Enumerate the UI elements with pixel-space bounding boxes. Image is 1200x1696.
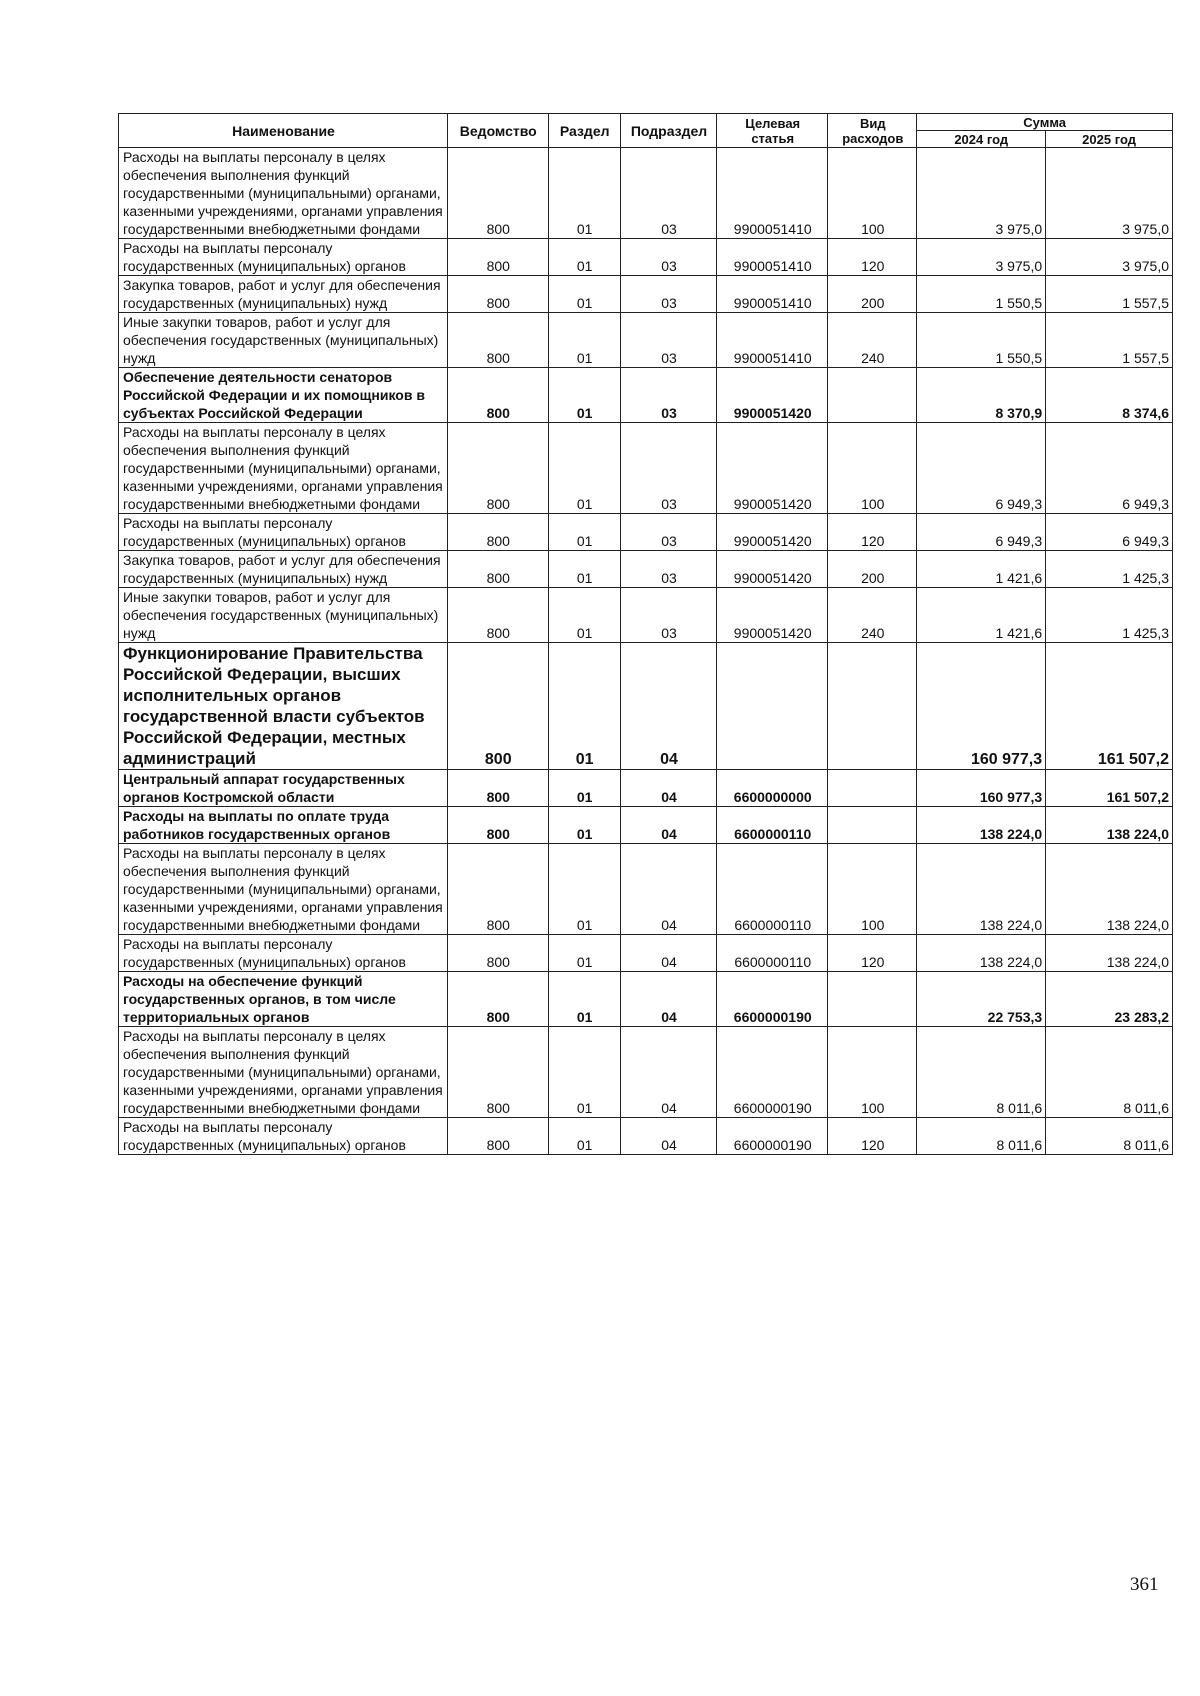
cell-vid bbox=[828, 368, 917, 423]
cell-sum-2025: 6 949,3 bbox=[1046, 514, 1173, 551]
table-row bbox=[119, 423, 1173, 514]
table-row bbox=[119, 588, 1173, 643]
cell-sum-2025: 8 374,6 bbox=[1046, 368, 1173, 423]
cell-sum-2025: 1 557,5 bbox=[1046, 313, 1173, 368]
cell-name: Расходы на выплаты персоналу государственных (муниципальных) органов bbox=[119, 239, 448, 276]
cell-sum-2025: 1 557,5 bbox=[1046, 276, 1173, 313]
cell-tselevaya: 9900051420 bbox=[717, 368, 828, 423]
cell-vid bbox=[828, 770, 917, 807]
cell-razdel: 01 bbox=[548, 276, 620, 313]
cell-tselevaya: 6600000110 bbox=[717, 844, 828, 935]
cell-sum-2024: 138 224,0 bbox=[917, 844, 1046, 935]
cell-podrazdel: 04 bbox=[620, 807, 716, 844]
cell-sum-2024: 8 011,6 bbox=[917, 1027, 1046, 1118]
cell-vedomstvo: 800 bbox=[447, 643, 548, 770]
cell-vedomstvo: 800 bbox=[447, 770, 548, 807]
cell-podrazdel: 03 bbox=[620, 276, 716, 313]
cell-razdel: 01 bbox=[548, 935, 620, 972]
cell-tselevaya: 9900051420 bbox=[717, 423, 828, 514]
cell-name: Закупка товаров, работ и услуг для обеспечения государственных (муниципальных) нужд bbox=[119, 276, 448, 313]
cell-name: Расходы на выплаты по оплате труда работников государственных органов bbox=[119, 807, 448, 844]
cell-razdel: 01 bbox=[548, 588, 620, 643]
header-tselevaya-line2: статья bbox=[751, 130, 795, 146]
cell-name: Центральный аппарат государственных органов Костромской области bbox=[119, 770, 448, 807]
cell-sum-2024: 1 550,5 bbox=[917, 276, 1046, 313]
cell-vedomstvo: 800 bbox=[447, 972, 548, 1027]
cell-tselevaya: 6600000110 bbox=[717, 807, 828, 844]
table-row bbox=[119, 844, 1173, 935]
cell-vid: 200 bbox=[828, 276, 917, 313]
header-tselevaya bbox=[717, 114, 828, 148]
cell-podrazdel: 03 bbox=[620, 368, 716, 423]
cell-podrazdel: 04 bbox=[620, 1118, 716, 1155]
cell-vedomstvo: 800 bbox=[447, 935, 548, 972]
cell-razdel: 01 bbox=[548, 368, 620, 423]
cell-vedomstvo: 800 bbox=[447, 368, 548, 423]
cell-sum-2025: 138 224,0 bbox=[1046, 807, 1173, 844]
cell-name: Иные закупки товаров, работ и услуг для обеспечения государственных (муниципальных) нужд bbox=[119, 588, 448, 643]
cell-name: Расходы на выплаты персоналу государственных (муниципальных) органов bbox=[119, 514, 448, 551]
cell-vedomstvo: 800 bbox=[447, 423, 548, 514]
table-row bbox=[119, 514, 1173, 551]
cell-sum-2024: 6 949,3 bbox=[917, 423, 1046, 514]
cell-podrazdel: 04 bbox=[620, 643, 716, 770]
cell-vid: 100 bbox=[828, 423, 917, 514]
cell-sum-2025: 6 949,3 bbox=[1046, 423, 1173, 514]
cell-podrazdel: 03 bbox=[620, 148, 716, 239]
cell-tselevaya: 9900051420 bbox=[717, 551, 828, 588]
cell-vid: 100 bbox=[828, 148, 917, 239]
header-summa: Сумма bbox=[917, 114, 1173, 131]
cell-sum-2025: 1 425,3 bbox=[1046, 551, 1173, 588]
cell-vedomstvo: 800 bbox=[447, 1027, 548, 1118]
cell-podrazdel: 03 bbox=[620, 588, 716, 643]
cell-sum-2024: 1 421,6 bbox=[917, 551, 1046, 588]
cell-vedomstvo: 800 bbox=[447, 276, 548, 313]
header-name: Наименование bbox=[119, 114, 448, 148]
cell-razdel: 01 bbox=[548, 423, 620, 514]
cell-tselevaya: 9900051410 bbox=[717, 313, 828, 368]
cell-vedomstvo: 800 bbox=[447, 588, 548, 643]
cell-vid bbox=[828, 643, 917, 770]
cell-name: Закупка товаров, работ и услуг для обеспечения государственных (муниципальных) нужд bbox=[119, 551, 448, 588]
cell-vid: 240 bbox=[828, 313, 917, 368]
page-number: 361 bbox=[1130, 1574, 1159, 1595]
table-row bbox=[119, 239, 1173, 276]
cell-vid: 200 bbox=[828, 551, 917, 588]
cell-podrazdel: 03 bbox=[620, 423, 716, 514]
cell-vid: 100 bbox=[828, 844, 917, 935]
cell-vedomstvo: 800 bbox=[447, 313, 548, 368]
cell-podrazdel: 04 bbox=[620, 972, 716, 1027]
cell-vedomstvo: 800 bbox=[447, 239, 548, 276]
table-row bbox=[119, 1118, 1173, 1155]
cell-vid: 100 bbox=[828, 1027, 917, 1118]
cell-name: Расходы на выплаты персоналу государственных (муниципальных) органов bbox=[119, 935, 448, 972]
cell-sum-2024: 3 975,0 bbox=[917, 148, 1046, 239]
cell-vedomstvo: 800 bbox=[447, 844, 548, 935]
cell-razdel: 01 bbox=[548, 514, 620, 551]
cell-razdel: 01 bbox=[548, 770, 620, 807]
cell-vid bbox=[828, 807, 917, 844]
cell-vedomstvo: 800 bbox=[447, 1118, 548, 1155]
cell-podrazdel: 03 bbox=[620, 313, 716, 368]
cell-podrazdel: 04 bbox=[620, 770, 716, 807]
cell-sum-2025: 161 507,2 bbox=[1046, 643, 1173, 770]
table-row bbox=[119, 551, 1173, 588]
cell-tselevaya: 9900051410 bbox=[717, 276, 828, 313]
cell-sum-2025: 3 975,0 bbox=[1046, 148, 1173, 239]
table-row bbox=[119, 148, 1173, 239]
cell-vid: 120 bbox=[828, 514, 917, 551]
cell-vedomstvo: 800 bbox=[447, 551, 548, 588]
cell-vedomstvo: 800 bbox=[447, 807, 548, 844]
cell-sum-2025: 23 283,2 bbox=[1046, 972, 1173, 1027]
header-vedomstvo: Ведомство bbox=[447, 114, 548, 148]
cell-vid: 120 bbox=[828, 935, 917, 972]
cell-vid bbox=[828, 972, 917, 1027]
cell-razdel: 01 bbox=[548, 807, 620, 844]
cell-razdel: 01 bbox=[548, 551, 620, 588]
cell-razdel: 01 bbox=[548, 643, 620, 770]
cell-name: Иные закупки товаров, работ и услуг для обеспечения государственных (муниципальных) нужд bbox=[119, 313, 448, 368]
cell-sum-2024: 8 011,6 bbox=[917, 1118, 1046, 1155]
cell-sum-2024: 138 224,0 bbox=[917, 935, 1046, 972]
table-header bbox=[119, 114, 1173, 148]
cell-podrazdel: 03 bbox=[620, 551, 716, 588]
cell-sum-2024: 3 975,0 bbox=[917, 239, 1046, 276]
cell-tselevaya: 6600000110 bbox=[717, 935, 828, 972]
cell-name: Расходы на выплаты персоналу в целях обеспечения выполнения функций государственными (муниципальными) органами, казенными учреждениями, органами управления государственными внебюджетными фондами bbox=[119, 844, 448, 935]
cell-podrazdel: 03 bbox=[620, 514, 716, 551]
header-podrazdel: Подраздел bbox=[620, 114, 716, 148]
table-row bbox=[119, 807, 1173, 844]
cell-podrazdel: 04 bbox=[620, 935, 716, 972]
cell-vedomstvo: 800 bbox=[447, 514, 548, 551]
cell-razdel: 01 bbox=[548, 239, 620, 276]
table-row bbox=[119, 643, 1173, 770]
cell-name: Расходы на обеспечение функций государственных органов, в том числе территориальных органов bbox=[119, 972, 448, 1027]
cell-sum-2024: 160 977,3 bbox=[917, 770, 1046, 807]
cell-sum-2025: 138 224,0 bbox=[1046, 935, 1173, 972]
table-row bbox=[119, 313, 1173, 368]
cell-sum-2025: 138 224,0 bbox=[1046, 844, 1173, 935]
cell-sum-2025: 1 425,3 bbox=[1046, 588, 1173, 643]
table-row bbox=[119, 770, 1173, 807]
cell-tselevaya: 9900051420 bbox=[717, 514, 828, 551]
header-year-2025: 2025 год bbox=[1046, 131, 1173, 148]
cell-sum-2024: 138 224,0 bbox=[917, 807, 1046, 844]
cell-tselevaya: 6600000190 bbox=[717, 1118, 828, 1155]
cell-razdel: 01 bbox=[548, 844, 620, 935]
cell-sum-2024: 8 370,9 bbox=[917, 368, 1046, 423]
header-tselevaya-line1: Целевая bbox=[745, 115, 801, 131]
cell-tselevaya: 6600000000 bbox=[717, 770, 828, 807]
cell-sum-2024: 6 949,3 bbox=[917, 514, 1046, 551]
table-row bbox=[119, 972, 1173, 1027]
table-body bbox=[119, 148, 1173, 1155]
cell-sum-2025: 8 011,6 bbox=[1046, 1118, 1173, 1155]
cell-tselevaya: 9900051420 bbox=[717, 588, 828, 643]
table-row bbox=[119, 1027, 1173, 1118]
cell-razdel: 01 bbox=[548, 1118, 620, 1155]
cell-razdel: 01 bbox=[548, 1027, 620, 1118]
cell-sum-2024: 1 421,6 bbox=[917, 588, 1046, 643]
cell-tselevaya: 6600000190 bbox=[717, 1027, 828, 1118]
cell-tselevaya: 6600000190 bbox=[717, 972, 828, 1027]
cell-sum-2025: 161 507,2 bbox=[1046, 770, 1173, 807]
header-vid-line2: расходов bbox=[842, 130, 904, 146]
cell-sum-2024: 1 550,5 bbox=[917, 313, 1046, 368]
cell-name: Расходы на выплаты персоналу в целях обеспечения выполнения функций государственными (муниципальными) органами, казенными учреждениями, органами управления государственными внебюджетными фондами bbox=[119, 423, 448, 514]
cell-tselevaya: 9900051410 bbox=[717, 148, 828, 239]
cell-sum-2024: 22 753,3 bbox=[917, 972, 1046, 1027]
cell-name: Расходы на выплаты персоналу государственных (муниципальных) органов bbox=[119, 1118, 448, 1155]
header-vid bbox=[828, 114, 917, 148]
cell-sum-2025: 8 011,6 bbox=[1046, 1027, 1173, 1118]
cell-podrazdel: 03 bbox=[620, 239, 716, 276]
cell-tselevaya: 9900051410 bbox=[717, 239, 828, 276]
cell-vid: 240 bbox=[828, 588, 917, 643]
cell-podrazdel: 04 bbox=[620, 1027, 716, 1118]
cell-razdel: 01 bbox=[548, 148, 620, 239]
cell-name: Обеспечение деятельности сенаторов Российской Федерации и их помощников в субъектах Российской Федерации bbox=[119, 368, 448, 423]
cell-vedomstvo: 800 bbox=[447, 148, 548, 239]
header-vid-line1: Вид bbox=[859, 115, 886, 131]
cell-name: Расходы на выплаты персоналу в целях обеспечения выполнения функций государственными (муниципальными) органами, казенными учреждениями, органами управления государственными внебюджетными фондами bbox=[119, 1027, 448, 1118]
cell-vid: 120 bbox=[828, 1118, 917, 1155]
table-row bbox=[119, 276, 1173, 313]
table-row bbox=[119, 935, 1173, 972]
cell-vid: 120 bbox=[828, 239, 917, 276]
table-row bbox=[119, 368, 1173, 423]
cell-sum-2024: 160 977,3 bbox=[917, 643, 1046, 770]
cell-name: Функционирование Правительства Российской Федерации, высших исполнительных органов государственной власти субъектов Российской Федерации, местных администраций bbox=[119, 643, 448, 770]
cell-razdel: 01 bbox=[548, 313, 620, 368]
cell-sum-2025: 3 975,0 bbox=[1046, 239, 1173, 276]
cell-podrazdel: 04 bbox=[620, 844, 716, 935]
cell-tselevaya bbox=[717, 643, 828, 770]
cell-name: Расходы на выплаты персоналу в целях обеспечения выполнения функций государственными (муниципальными) органами, казенными учреждениями, органами управления государственными внебюджетными фондами bbox=[119, 148, 448, 239]
header-year-2024: 2024 год bbox=[917, 131, 1046, 148]
budget-table bbox=[118, 113, 1173, 1155]
header-razdel: Раздел bbox=[548, 114, 620, 148]
cell-razdel: 01 bbox=[548, 972, 620, 1027]
